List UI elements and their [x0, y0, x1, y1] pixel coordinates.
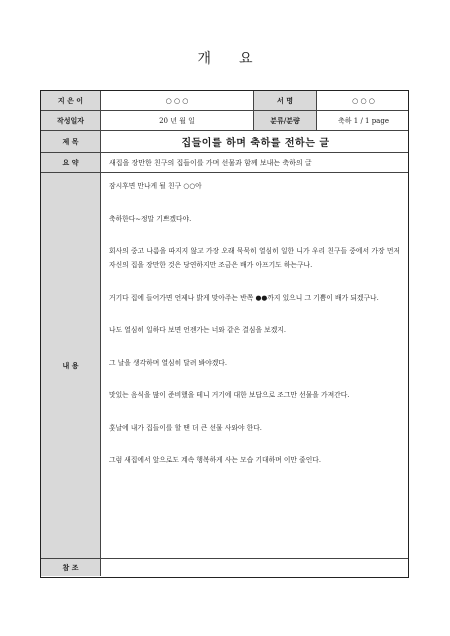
summary-label: 요 약: [41, 153, 101, 172]
date-value[interactable]: 20 년 월 일: [101, 111, 254, 130]
subject-value[interactable]: 집들이를 하며 축하를 전하는 글: [181, 138, 330, 149]
page-title: [0, 48, 450, 68]
content-paragraph: 회사의 중고 나름을 따지지 않고 가장 오래 묵묵히 열심히 일한 니가 우리 친구들 중에서 가장 먼저 자신의 집을 장만한 것은 당연하지만 조금은 배가 아프기도 하는구나.: [109, 247, 400, 269]
content-paragraph: 거기다 집에 들어가면 언제나 밝게 맞아주는 반쪽 ●●까지 있으니 그 기쁨이 배가 되겠구나.: [109, 293, 379, 302]
content-label: 내 용: [41, 173, 101, 558]
content-paragraph: 훗날에 내가 집들이를 할 땐 더 큰 선물 사와야 한다.: [109, 423, 262, 432]
row-date: [41, 111, 408, 131]
content-paragraph: 그 날을 생각하며 열심히 달려 봐야겠다.: [109, 358, 228, 367]
title-char-1: 개: [197, 51, 211, 67]
content-paragraph: 잠시후면 만나게 될 친구 ○○아: [109, 182, 202, 190]
content-paragraph: 나도 열심히 일하다 보면 언젠가는 너와 같은 결심을 보겠지.: [109, 326, 287, 334]
author-label: 지 은 이: [41, 91, 101, 110]
category-value[interactable]: 축하 1 / 1 page: [338, 116, 389, 125]
content-paragraph: 축하한다~정말 기쁘겠다야.: [109, 214, 192, 223]
reference-label: 참 조: [41, 559, 101, 576]
row-subject: [41, 131, 408, 153]
row-summary: [41, 153, 408, 173]
content-body[interactable]: [101, 173, 408, 558]
row-author: [41, 91, 408, 111]
sign-value[interactable]: ○ ○ ○: [352, 96, 375, 105]
date-label: 작성일자: [41, 111, 101, 130]
author-value[interactable]: ○ ○ ○: [101, 91, 254, 110]
summary-value[interactable]: 새집을 장만한 친구의 집들이를 가며 선물과 함께 보내는 축하의 글: [109, 158, 312, 167]
sign-label: 서 명: [254, 91, 317, 110]
row-content: [41, 173, 408, 559]
reference-value[interactable]: [101, 559, 410, 576]
subject-label: 제 목: [41, 131, 101, 152]
content-paragraph: 맛있는 음식을 많이 준비했을 테니 거기에 대한 보답으로 조그만 선물을 가져간다.: [109, 391, 350, 399]
summary-form: [40, 90, 409, 578]
title-char-2: 요: [239, 51, 253, 67]
content-paragraph: 그럼 새집에서 앞으로도 계속 행복하게 사는 모습 기대하며 이만 줄인다.: [109, 456, 322, 464]
category-label: 분류/분량: [254, 111, 317, 130]
row-reference: [41, 559, 408, 576]
